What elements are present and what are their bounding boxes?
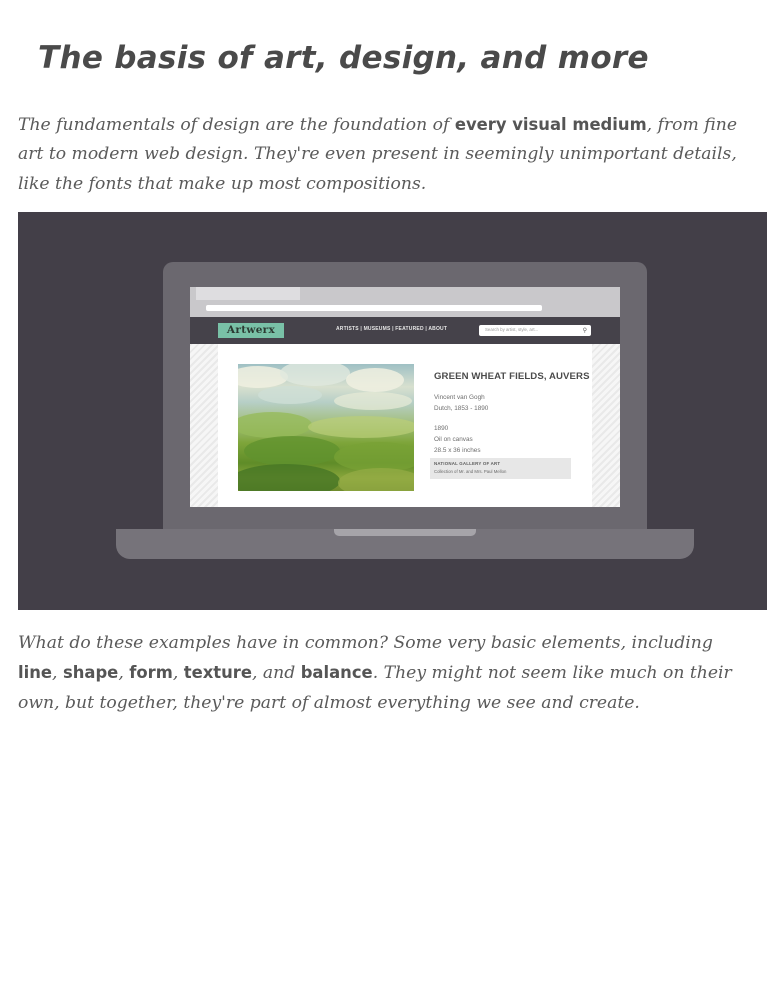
artwork-collection: Collection of Mr. and Mrs. Paul Mellon	[434, 469, 507, 474]
search-icon: ⚲	[582, 327, 587, 334]
artwork-credit	[430, 458, 571, 479]
outro-separator: ,	[172, 663, 184, 684]
page-margin-left	[190, 344, 218, 507]
intro-text-end: , from fine art to modern web design. They're even present in seemingly unimportant details, like the fonts that make up most compositions.	[18, 115, 737, 194]
artwork-gallery: NATIONAL GALLERY OF ART	[434, 461, 501, 466]
browser-tab	[196, 287, 300, 300]
outro-separator: ,	[52, 663, 63, 684]
outro-text-end: . They might not seem like much on their own, but together, they're part of almost everything we see and create.	[18, 663, 732, 713]
outro-separator: , and	[251, 663, 301, 684]
artwork-artist-dates: Dutch, 1853 - 1890	[434, 405, 489, 412]
outro-text-start: What do these examples have in common? Some very basic elements, including	[18, 633, 713, 653]
artwork-title: GREEN WHEAT FIELDS, AUVERS	[434, 371, 590, 382]
search-placeholder: Search by artist, style, art...	[485, 327, 539, 332]
term-balance: balance	[300, 663, 373, 683]
browser-url-bar	[206, 305, 542, 311]
site-logo: Artwerx	[218, 323, 284, 338]
term-form: form	[129, 663, 173, 683]
browser-chrome	[190, 287, 620, 317]
artwork-medium: Oil on canvas	[434, 436, 473, 443]
page-title: The basis of art, design, and more	[38, 40, 649, 76]
intro-paragraph	[18, 110, 756, 199]
laptop-notch	[334, 529, 476, 536]
site-navbar	[190, 317, 620, 344]
painting-image	[238, 364, 414, 491]
artwork-artist: Vincent van Gogh	[434, 394, 485, 401]
term-texture: texture	[183, 663, 252, 683]
artwork-year: 1890	[434, 425, 449, 432]
site-search-box	[479, 325, 591, 336]
intro-emphasis: every visual medium	[454, 115, 647, 134]
term-line: line	[18, 663, 53, 683]
term-shape: shape	[62, 663, 119, 683]
page-margin-right	[592, 344, 620, 507]
laptop-illustration	[18, 212, 767, 610]
site-nav-links: ARTISTS | MUSEUMS | FEATURED | ABOUT	[336, 326, 448, 332]
intro-text-start: The fundamentals of design are the foundation of	[18, 115, 455, 135]
outro-separator: ,	[118, 663, 130, 684]
laptop-screen	[190, 287, 620, 507]
artwork-detail	[218, 344, 592, 507]
artwork-dimensions: 28.5 x 36 inches	[434, 447, 481, 454]
outro-paragraph	[18, 629, 756, 718]
